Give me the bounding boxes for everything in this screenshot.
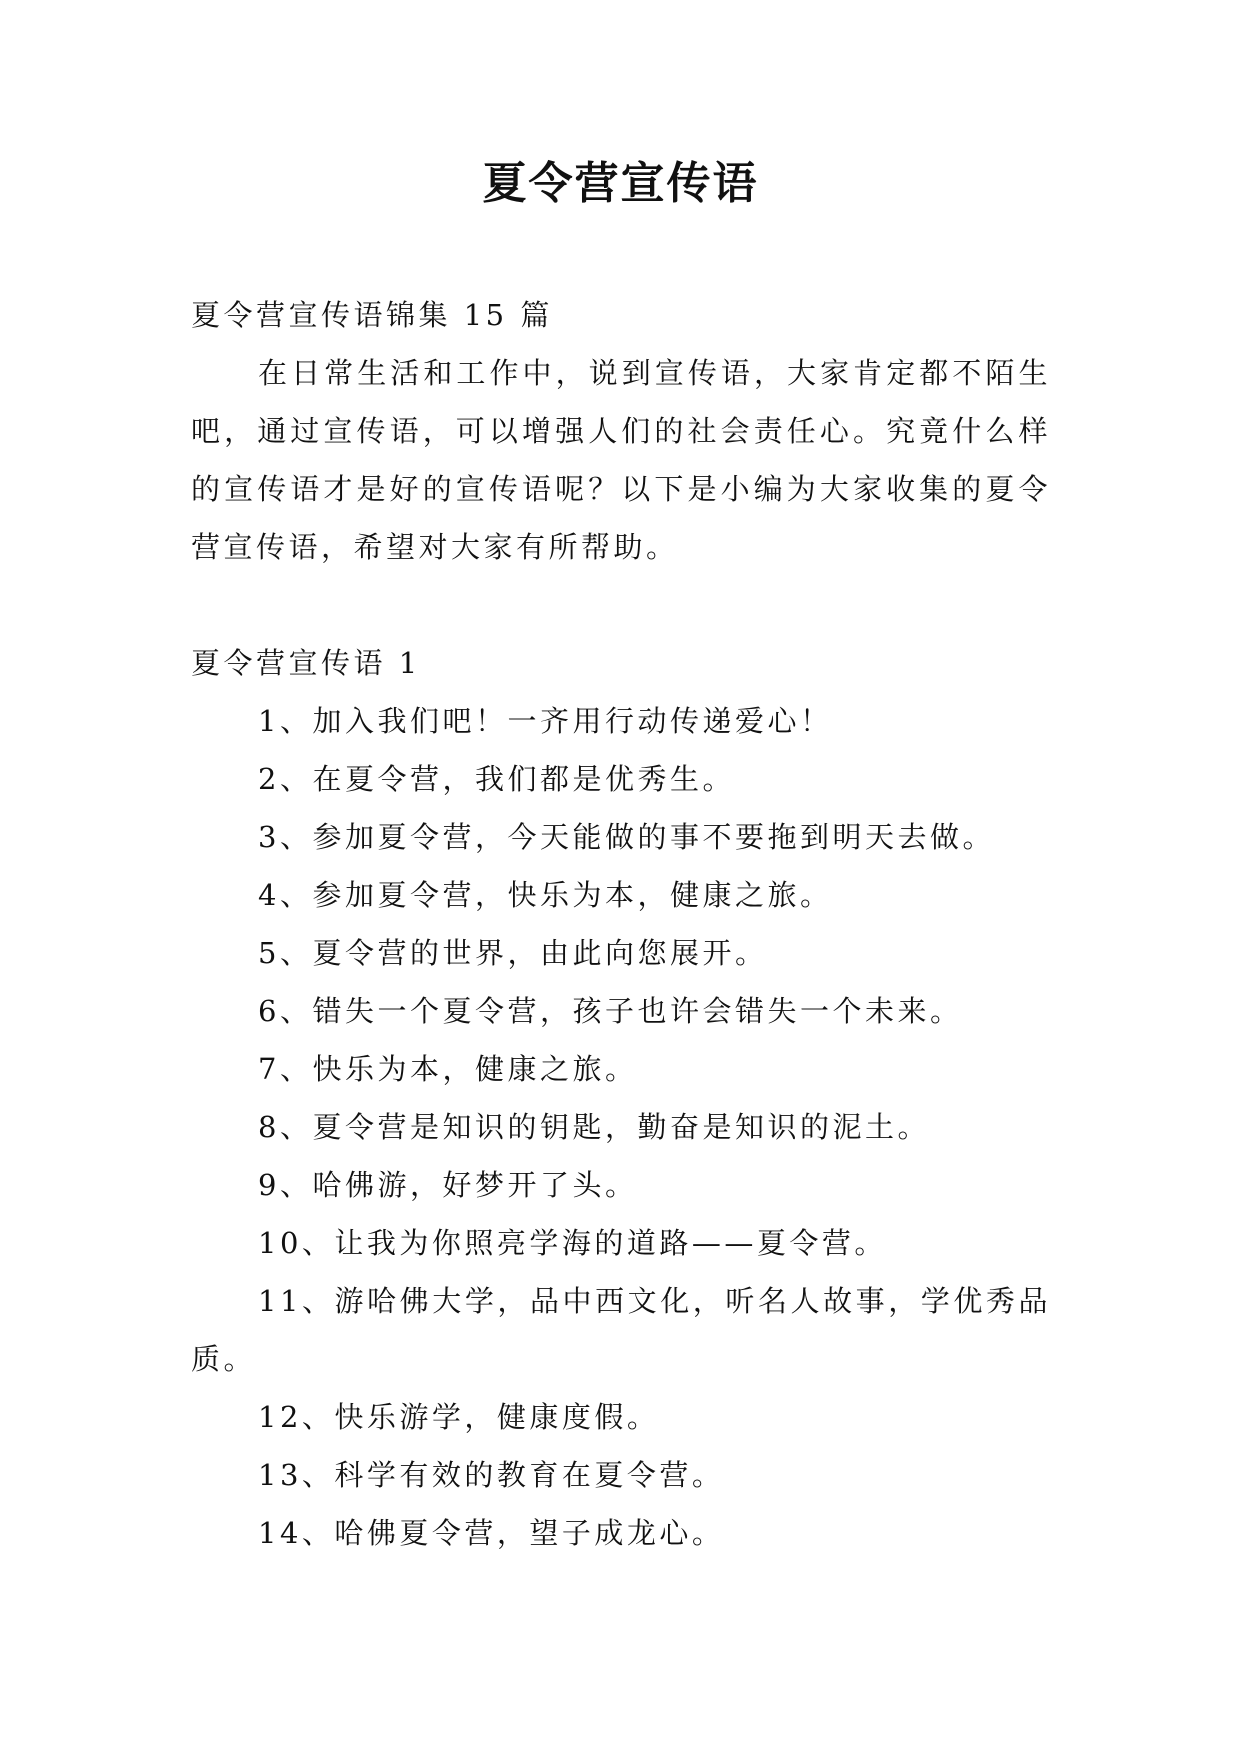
paragraph-gap bbox=[191, 576, 1051, 634]
list-item: 2、在夏令营，我们都是优秀生。 bbox=[258, 762, 735, 796]
section-heading: 夏令营宣传语 1 bbox=[191, 646, 421, 680]
list-item: 8、夏令营是知识的钥匙，勤奋是知识的泥土。 bbox=[258, 1110, 930, 1144]
list-item: 11、游哈佛大学，品中西文化，听名人故事，学优秀品质。 bbox=[191, 1284, 1051, 1376]
collection-subtitle: 夏令营宣传语锦集 15 篇 bbox=[191, 298, 553, 332]
list-item: 6、错失一个夏令营，孩子也许会错失一个未来。 bbox=[258, 994, 963, 1028]
list-item: 12、快乐游学，健康度假。 bbox=[258, 1400, 660, 1434]
list-item: 4、参加夏令营，快乐为本，健康之旅。 bbox=[258, 878, 833, 912]
document-title: 夏令营宣传语 bbox=[482, 158, 759, 209]
list-item: 13、科学有效的教育在夏令营。 bbox=[258, 1458, 725, 1492]
document-body bbox=[191, 286, 1051, 1562]
list-item: 14、哈佛夏令营，望子成龙心。 bbox=[258, 1516, 725, 1550]
list-item: 5、夏令营的世界，由此向您展开。 bbox=[258, 936, 768, 970]
list-item: 1、加入我们吧！一齐用行动传递爱心！ bbox=[258, 704, 833, 738]
list-item: 3、参加夏令营，今天能做的事不要拖到明天去做。 bbox=[258, 820, 995, 854]
intro-paragraph: 在日常生活和工作中，说到宣传语，大家肯定都不陌生吧，通过宣传语，可以增强人们的社会责任心。究竟什么样的宣传语才是好的宣传语呢？以下是小编为大家收集的夏令营宣传语，希望对大家有所帮助。 bbox=[191, 356, 1051, 564]
list-item: 10、让我为你照亮学海的道路——夏令营。 bbox=[258, 1226, 887, 1260]
list-item: 7、快乐为本，健康之旅。 bbox=[258, 1052, 638, 1086]
list-item: 9、哈佛游，好梦开了头。 bbox=[258, 1168, 638, 1202]
